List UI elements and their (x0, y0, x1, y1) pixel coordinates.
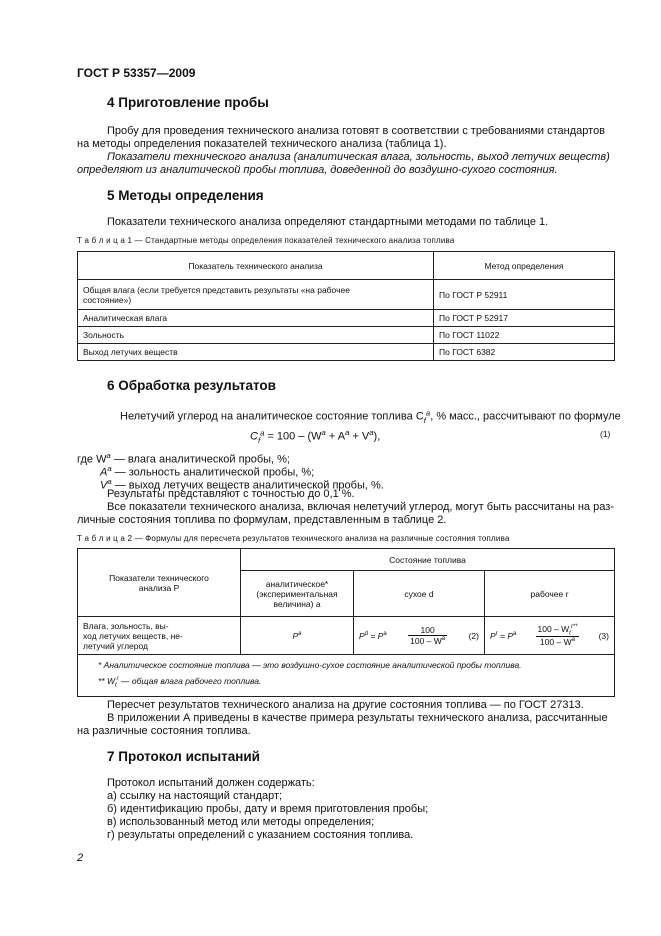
cell-text: Выход летучих веществ (78, 344, 434, 361)
sec4-paragraph-1-line-2: на методы определения показателей технического анализа (таблица 1). (77, 138, 447, 150)
sec4-paragraph-1-line-1: Пробу для проведения технического анализа готовят в соответствии с требованиями стандартов (107, 125, 606, 137)
sec7-intro: Протокол испытаний должен содержать: (107, 777, 315, 789)
page-number: 2 (77, 852, 84, 864)
cell-method: По ГОСТ Р 52917 (434, 310, 615, 327)
section-5-title: 5 Методы определения (107, 188, 264, 203)
equation-1-number: (1) (600, 429, 611, 439)
where-line-3: $V^a$ — выход летучих веществ аналитической пробы, %. (100, 477, 384, 492)
list-item: в) использованный метод или методы определения; (107, 816, 375, 828)
cell-text: Зольность (78, 327, 434, 344)
document-header: ГОСТ Р 53357—2009 (77, 66, 196, 80)
table-row (78, 327, 615, 344)
sec6-recalc-line-3: на различные состояния топлива. (77, 725, 251, 737)
list-item: а) ссылку на настоящий стандарт; (107, 790, 283, 802)
sec6-intro: Нелетучий углерод на аналитическое состояние топлива $C_f^a$, % масс., рассчитывают по формуле (120, 408, 621, 425)
cell-text: состояние») (83, 294, 132, 305)
cell-text: Аналитическая влага (78, 310, 434, 327)
t2-col1-line2: анализа P (138, 582, 180, 593)
t2-state-header: Состояние топлива (241, 549, 615, 571)
table-row (78, 344, 615, 361)
t2-dry-header: сухое d (354, 571, 485, 617)
footnote-1: * Аналитическое состояние топлива — это воздушно-сухое состояние аналитической пробы топлива. (98, 660, 522, 670)
section-4-title: 4 Приготовление пробы (107, 95, 269, 110)
sec4-paragraph-2-line-1: Показатели технического анализа (аналитическая влага, зольность, выход летучих веществ) (107, 151, 610, 163)
where-line-2: $A^a$ — зольность аналитической пробы, %; (100, 464, 315, 479)
where-line-1: где $W^a$ — влага аналитической пробы, %; (77, 451, 290, 466)
list-item: б) идентификацию пробы, дату и время приготовления пробы; (107, 803, 429, 815)
table-row: Влага, зольность, вы- ход летучих веществ, не- летучий углерод $P^a$ $P^d = P^a$ $\frac{100}{100 - W^a}$ (2) $P^r = P^a$ $\frac{100 - W_t^{r**}}{100 - W^a}$ (3) (78, 617, 615, 655)
list-item: г) результаты определений с указанием состояния топлива. (107, 829, 414, 841)
table-footnotes (78, 655, 615, 697)
table-1-header-method: Метод определения (434, 252, 615, 280)
cell-text: Общая влага (если требуется представить результаты «на рабочее (83, 284, 350, 295)
cell-method: По ГОСТ 11022 (434, 327, 615, 344)
t2-col1-line1: Показатели технического (109, 572, 209, 583)
equation-1: $C_f^a = 100 - (W^a + A^a + V^a)$, (250, 428, 381, 445)
table-row (78, 310, 615, 327)
t2-wet-header: рабочее r (485, 571, 615, 617)
sec6-recalc-line-1: Пересчет результатов технического анализа на другие состояния топлива — по ГОСТ 27313. (107, 699, 584, 711)
table-1 (77, 251, 615, 361)
section-6-title: 6 Обработка результатов (107, 378, 276, 393)
table-2: Показатели технического анализа P Состояние топлива аналитическое* (экспериментальная величина) a сухое d рабочее r Влага, зольность, вы- ход летучих веществ, не- летучий углерод $P^a$ $P^d = P^a$ $\frac{100}{100 - W^a}$ (2) $P^r = P^a$ $\frac{100 - W_t^{r**}}{100 - W^a}$ (3) * Аналитическое состояние топлива — это воздушно-сухое состояние аналитической пробы топлива. ** $W_t^r$ — общая влага рабочего топлива. (77, 548, 615, 697)
table-2-caption: Т а б л и ц а 2 — Формулы для пересчета результатов технического анализа на различные состояния топлива (77, 534, 510, 543)
sec6-recalc-line-2: В приложении А приведены в качестве примера результаты технического анализа, рассчитанные (107, 712, 608, 724)
sec4-paragraph-2-line-2: определяют из аналитической пробы топлива, доведенной до воздушно-сухого состояния. (77, 164, 558, 176)
cell-method: По ГОСТ Р 52911 (434, 280, 615, 310)
sec6-all-line-1: Все показатели технического анализа, включая нелетучий углерод, могут быть рассчитаны на раз- (107, 501, 614, 513)
sec6-accuracy: Результаты представляют с точностью до 0,1 %. (107, 488, 355, 500)
sec5-paragraph: Показатели технического анализа определяют стандартными методами по таблице 1. (107, 216, 549, 228)
table-1-caption: Т а б л и ц а 1 — Стандартные методы определения показателей технического анализа топлива (77, 236, 455, 245)
table-row (78, 280, 615, 310)
table-1-header-indicator: Показатель технического анализа (78, 252, 434, 280)
sec6-all-line-2: личные состояния топлива по формулам, представленным в таблице 2. (77, 514, 447, 526)
footnote-2: ** $W_t^r$ — общая влага рабочего топлива. (98, 675, 262, 689)
section-7-title: 7 Протокол испытаний (107, 749, 260, 764)
cell-method: По ГОСТ 6382 (434, 344, 615, 361)
